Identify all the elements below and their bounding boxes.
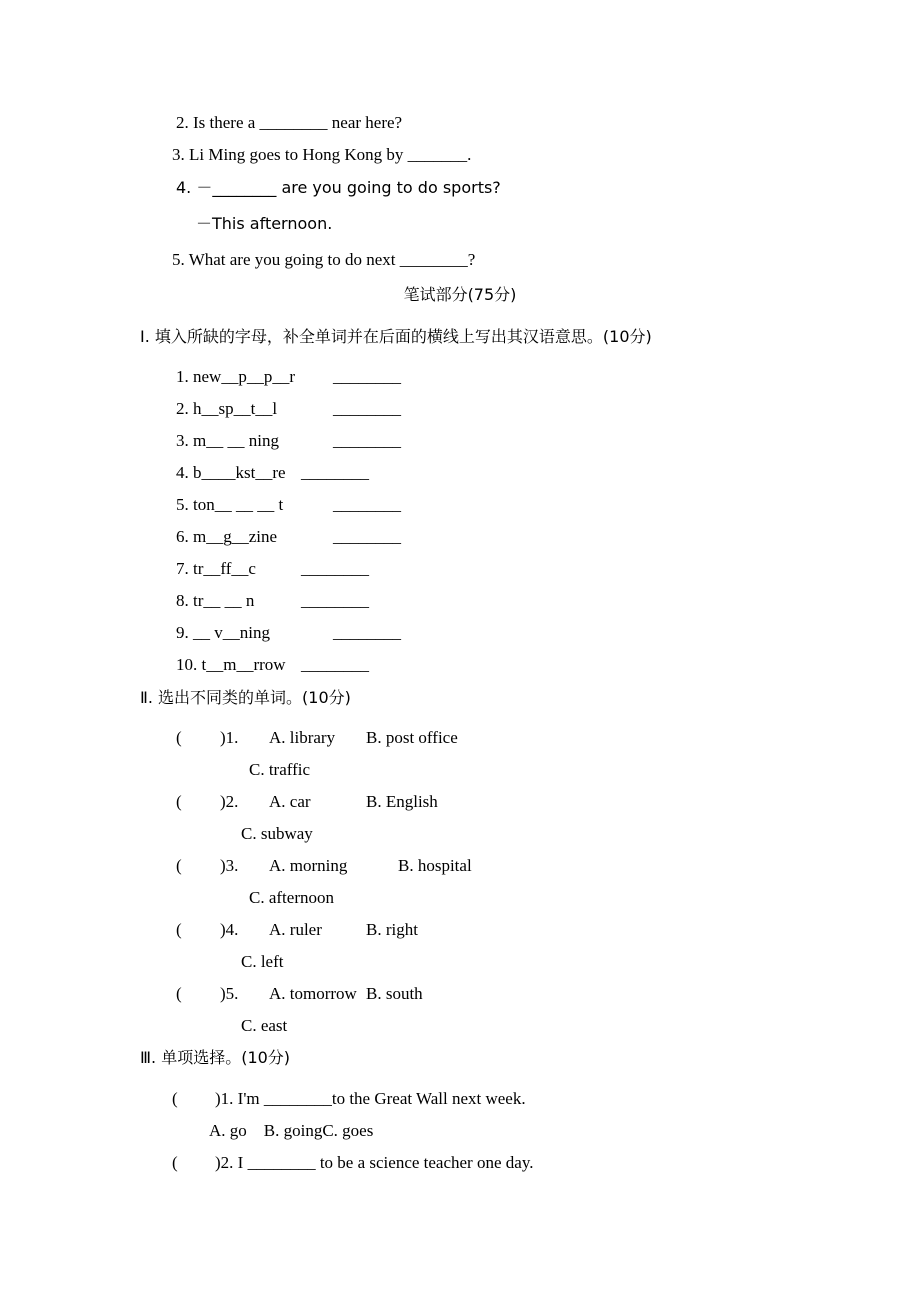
option-a: A. ruler xyxy=(269,920,322,939)
listening-q4-answer: －This afternoon. xyxy=(196,214,333,233)
answer-blank: ________ xyxy=(333,623,401,642)
fill-word: 2. h__sp__t__l xyxy=(176,399,278,418)
option-b: B. right xyxy=(366,920,418,939)
fill-word: 7. tr__ff__c xyxy=(176,559,256,578)
mc-options-1: A. go B. goingC. goes xyxy=(209,1121,374,1140)
fill-word: 9. __ v__ning xyxy=(176,623,270,642)
option-c: C. afternoon xyxy=(249,888,334,907)
answer-blank: ________ xyxy=(333,495,401,514)
option-a: A. library xyxy=(269,728,336,747)
section2-title: Ⅱ. 选出不同类的单词。(10分) xyxy=(140,688,351,707)
answer-paren: ( xyxy=(172,1153,178,1172)
listening-q2: 2. Is there a ________ near here? xyxy=(176,113,403,132)
answer-blank: ________ xyxy=(301,463,369,482)
answer-paren: ( xyxy=(176,984,182,1003)
listening-q4-question: 4. －________ are you going to do sports? xyxy=(176,178,501,197)
answer-paren: ( xyxy=(176,792,182,811)
question-number: )2. xyxy=(220,792,239,811)
answer-paren: ( xyxy=(176,728,182,747)
option-c: C. left xyxy=(241,952,284,971)
option-b: B. hospital xyxy=(398,856,472,875)
answer-paren: ( xyxy=(172,1089,178,1108)
option-c: C. east xyxy=(241,1016,288,1035)
answer-blank: ________ xyxy=(333,431,401,450)
question-number: )4. xyxy=(220,920,239,939)
fill-word: 6. m__g__zine xyxy=(176,527,278,546)
option-c: C. subway xyxy=(241,824,313,843)
answer-blank: ________ xyxy=(333,399,401,418)
option-b: B. post office xyxy=(366,728,458,747)
option-a: A. morning xyxy=(269,856,348,875)
fill-word: 4. b____kst__re xyxy=(176,463,286,482)
option-c: C. traffic xyxy=(249,760,311,779)
fill-word: 5. ton__ __ __ t xyxy=(176,495,284,514)
answer-paren: ( xyxy=(176,856,182,875)
answer-blank: ________ xyxy=(333,367,401,386)
fill-word: 8. tr__ __ n xyxy=(176,591,255,610)
mc-question-2: )2. I ________ to be a science teacher one day. xyxy=(215,1153,534,1172)
section3-title: Ⅲ. 单项选择。(10分) xyxy=(140,1048,291,1067)
written-part-title: 笔试部分(75分) xyxy=(403,285,517,304)
answer-blank: ________ xyxy=(301,591,369,610)
section1-title: Ⅰ. 填入所缺的字母，补全单词并在后面的横线上写出其汉语意思。(10分) xyxy=(140,327,652,346)
question-number: )1. xyxy=(220,728,239,747)
answer-blank: ________ xyxy=(333,527,401,546)
answer-blank: ________ xyxy=(301,559,369,578)
answer-blank: ________ xyxy=(301,655,369,674)
fill-word: 1. new__p__p__r xyxy=(176,367,295,386)
option-b: B. south xyxy=(366,984,423,1003)
question-number: )5. xyxy=(220,984,239,1003)
fill-word: 10. t__m__rrow xyxy=(176,655,286,674)
option-a: A. car xyxy=(269,792,311,811)
answer-paren: ( xyxy=(176,920,182,939)
fill-word: 3. m__ __ ning xyxy=(176,431,279,450)
mc-question-1: )1. I'm ________to the Great Wall next week. xyxy=(215,1089,526,1108)
option-a: A. tomorrow xyxy=(269,984,357,1003)
listening-q5: 5. What are you going to do next ________? xyxy=(172,250,476,269)
listening-q3: 3. Li Ming goes to Hong Kong by _______. xyxy=(172,145,472,164)
question-number: )3. xyxy=(220,856,239,875)
option-b: B. English xyxy=(366,792,438,811)
